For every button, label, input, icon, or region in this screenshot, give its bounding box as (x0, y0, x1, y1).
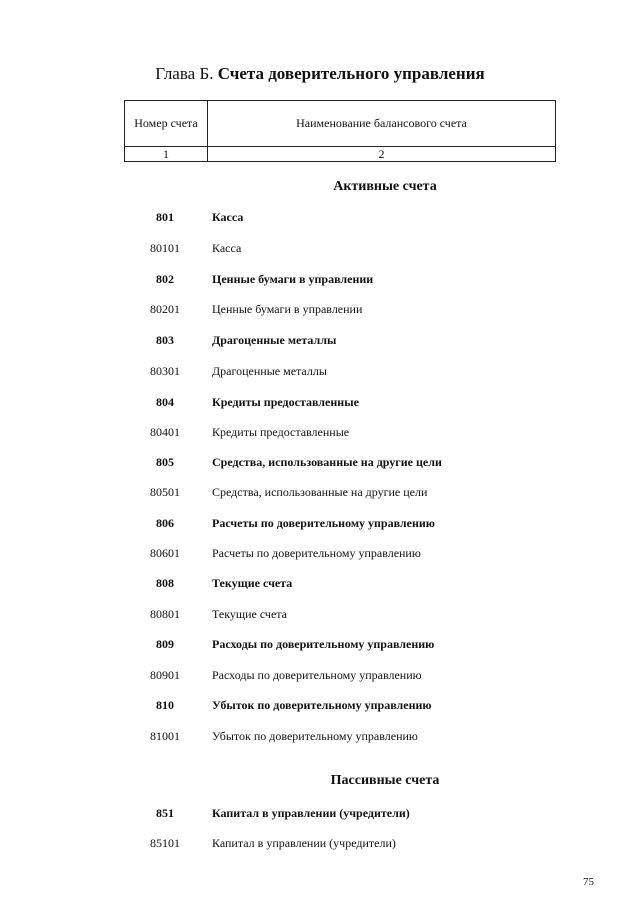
page-number: 75 (583, 876, 594, 888)
chapter-title-main: Счета доверительного управления (217, 64, 485, 83)
account-row (0, 485, 640, 505)
account-group-row (0, 455, 640, 475)
section-title-active: Активные счета (333, 179, 437, 194)
account-name: Кредиты предоставленные (212, 395, 359, 409)
account-group-row (0, 210, 640, 230)
account-name: Касса (212, 210, 244, 224)
account-name: Драгоценные металлы (212, 333, 337, 347)
account-name: Кредиты предоставленные (212, 425, 350, 439)
account-code: 806 (156, 516, 174, 530)
account-name: Касса (212, 241, 242, 255)
section-title-passive: Пассивные счета (330, 773, 440, 788)
account-name: Убыток по доверительному управлению (212, 698, 432, 712)
account-name: Расчеты по доверительному управлению (212, 516, 435, 530)
header-col2-number: 2 (208, 147, 556, 162)
account-code: 85101 (150, 836, 180, 850)
account-name: Расходы по доверительному управлению (212, 637, 435, 651)
account-name: Ценные бумаги в управлении (212, 302, 363, 316)
account-group-row (0, 516, 640, 536)
account-row (0, 546, 640, 566)
header-account-number: Номер счета (125, 101, 208, 147)
account-name: Капитал в управлении (учредители) (212, 836, 396, 850)
account-row (0, 668, 640, 688)
account-code: 81001 (150, 729, 180, 743)
account-code: 80101 (150, 241, 180, 255)
account-code: 851 (156, 806, 174, 820)
account-code: 802 (156, 272, 174, 286)
account-group-row (0, 333, 640, 353)
account-row (0, 425, 640, 445)
account-name: Текущие счета (212, 576, 293, 590)
account-code: 80601 (150, 546, 180, 560)
account-name: Расходы по доверительному управлению (212, 668, 422, 682)
account-name: Текущие счета (212, 607, 288, 621)
account-code: 80301 (150, 364, 180, 378)
account-name: Убыток по доверительному управлению (212, 729, 418, 743)
account-group-row (0, 637, 640, 657)
header-account-name: Наименование балансового счета (208, 101, 556, 147)
account-code: 80801 (150, 607, 180, 621)
account-code: 803 (156, 333, 174, 347)
account-name: Средства, использованные на другие цели (212, 455, 442, 469)
accounts-header-table (124, 100, 556, 162)
account-code: 80501 (150, 485, 180, 499)
account-code: 808 (156, 576, 174, 590)
account-code: 80201 (150, 302, 180, 316)
account-row (0, 607, 640, 627)
account-name: Ценные бумаги в управлении (212, 272, 374, 286)
account-row (0, 241, 640, 261)
account-group-row (0, 395, 640, 415)
account-name: Капитал в управлении (учредители) (212, 806, 410, 820)
account-code: 80901 (150, 668, 180, 682)
account-row (0, 729, 640, 749)
account-row (0, 302, 640, 322)
account-code: 805 (156, 455, 174, 469)
account-group-row (0, 806, 640, 826)
account-name: Средства, использованные на другие цели (212, 485, 428, 499)
chapter-title-prefix: Глава Б. (155, 64, 218, 83)
account-code: 80401 (150, 425, 180, 439)
account-group-row (0, 698, 640, 718)
chapter-title (0, 64, 640, 84)
account-row (0, 364, 640, 384)
account-code: 809 (156, 637, 174, 651)
header-col1-number: 1 (125, 147, 208, 162)
account-name: Драгоценные металлы (212, 364, 327, 378)
account-row (0, 836, 640, 856)
account-code: 810 (156, 698, 174, 712)
account-name: Расчеты по доверительному управлению (212, 546, 421, 560)
account-group-row (0, 576, 640, 596)
account-group-row (0, 272, 640, 292)
account-code: 801 (156, 210, 174, 224)
account-code: 804 (156, 395, 174, 409)
